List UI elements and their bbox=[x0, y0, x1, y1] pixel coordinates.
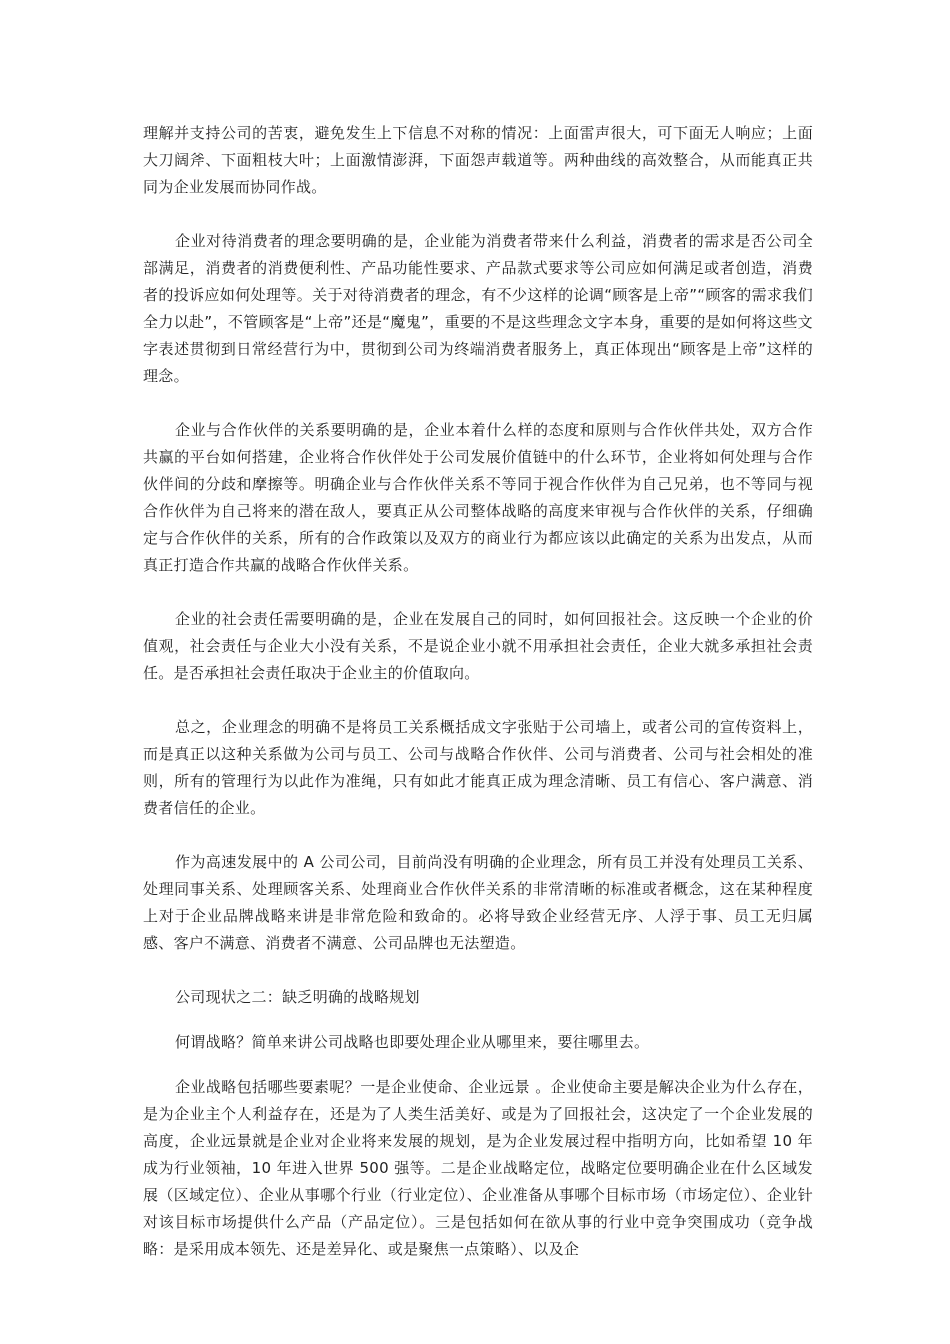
paragraph-6: 作为高速发展中的 A 公司公司，目前尚没有明确的企业理念，所有员工并没有处理员工关系、处理同事关系、处理顾客关系、处理商业合作伙伴关系的非常清晰的标准或者概念，这在某种程度上对于企业品牌战略来讲是非常危险和致命的。必将导致企业经营无序、人浮于事、员工无归属感、客户不满意、消费者不满意、公司品牌也无法塑造。 bbox=[143, 853, 813, 952]
paragraph-1: 理解并支持公司的苦衷，避免发生上下信息不对称的情况：上面雷声很大，可下面无人响应；上面大刀阔斧、下面粗枝大叶；上面激情澎湃，下面怨声载道等。两种曲线的高效整合，从而能真正共同为企业发展而协同作战。 bbox=[143, 124, 813, 196]
section-heading: 公司现状之二：缺乏明确的战略规划 bbox=[175, 988, 420, 1006]
paragraph-3: 企业与合作伙伴的关系要明确的是，企业本着什么样的态度和原则与合作伙伴共处，双方合作共赢的平台如何搭建，企业将合作伙伴处于公司发展价值链中的什么环节，企业将如何处理与合作伙伴间的分歧和摩擦等。明确企业与合作伙伴关系不等同于视合作伙伴为自己兄弟，也不等同与视合作伙伴为自己将来的潜在敌人，要真正从公司整体战略的高度来审视与合作伙伴的关系，仔细确定与合作伙伴的关系，所有的合作政策以及双方的商业行为都应该以此确定的关系为出发点，从而真正打造合作共赢的战略合作伙伴关系。 bbox=[143, 421, 813, 574]
paragraph-2: 企业对待消费者的理念要明确的是，企业能为消费者带来什么利益，消费者的需求是否公司全部满足，消费者的消费便利性、产品功能性要求、产品款式要求等公司应如何满足或者创造，消费者的投诉应如何处理等。关于对待消费者的理念，有不少这样的论调“顾客是上帝”“顾客的需求我们全力以赴”，不管顾客是“上帝”还是“魔鬼”，重要的不是这些理念文字本身，重要的是如何将这些文字表述贯彻到日常经营行为中，贯彻到公司为终端消费者服务上，真正体现出“顾客是上帝”这样的理念。 bbox=[143, 232, 813, 385]
paragraph-5: 总之，企业理念的明确不是将员工关系概括成文字张贴于公司墙上，或者公司的宣传资料上，而是真正以这种关系做为公司与员工、公司与战略合作伙伴、公司与消费者、公司与社会相处的准则，所有的管理行为以此作为准绳，只有如此才能真正成为理念清晰、员工有信心、客户满意、消费者信任的企业。 bbox=[143, 718, 813, 817]
paragraph-question: 何谓战略？简单来讲公司战略也即要处理企业从哪里来，要往哪里去。 bbox=[175, 1033, 650, 1051]
paragraph-9: 企业战略包括哪些要素呢？一是企业使命、企业远景 。企业使命主要是解决企业为什么存在，是为企业主个人利益存在，还是为了人类生活美好、或是为了回报社会，这决定了一个企业发展的高度，企业远景就是企业对企业将来发展的规划，是为企业发展过程中指明方向，比如希望 10 年成为行业领袖，10 年进入世界 500 强等。二是企业战略定位，战略定位要明确企业在什么区域发展（区域定位）、企业从事哪个行业（行业定位）、企业准备从事哪个目标市场（市场定位）、企业针对该目标市场提供什么产品（产品定位）。三是包括如何在欲从事的行业中竞争突围成功（竞争战略：是采用成本领先、还是差异化、或是聚焦一点策略）、以及企 bbox=[143, 1078, 813, 1258]
paragraph-4: 企业的社会责任需要明确的是，企业在发展自己的同时，如何回报社会。这反映一个企业的价值观，社会责任与企业大小没有关系，不是说企业小就不用承担社会责任，企业大就多承担社会责任。是否承担社会责任取决于企业主的价值取向。 bbox=[143, 610, 813, 682]
document-body bbox=[143, 120, 813, 1290]
